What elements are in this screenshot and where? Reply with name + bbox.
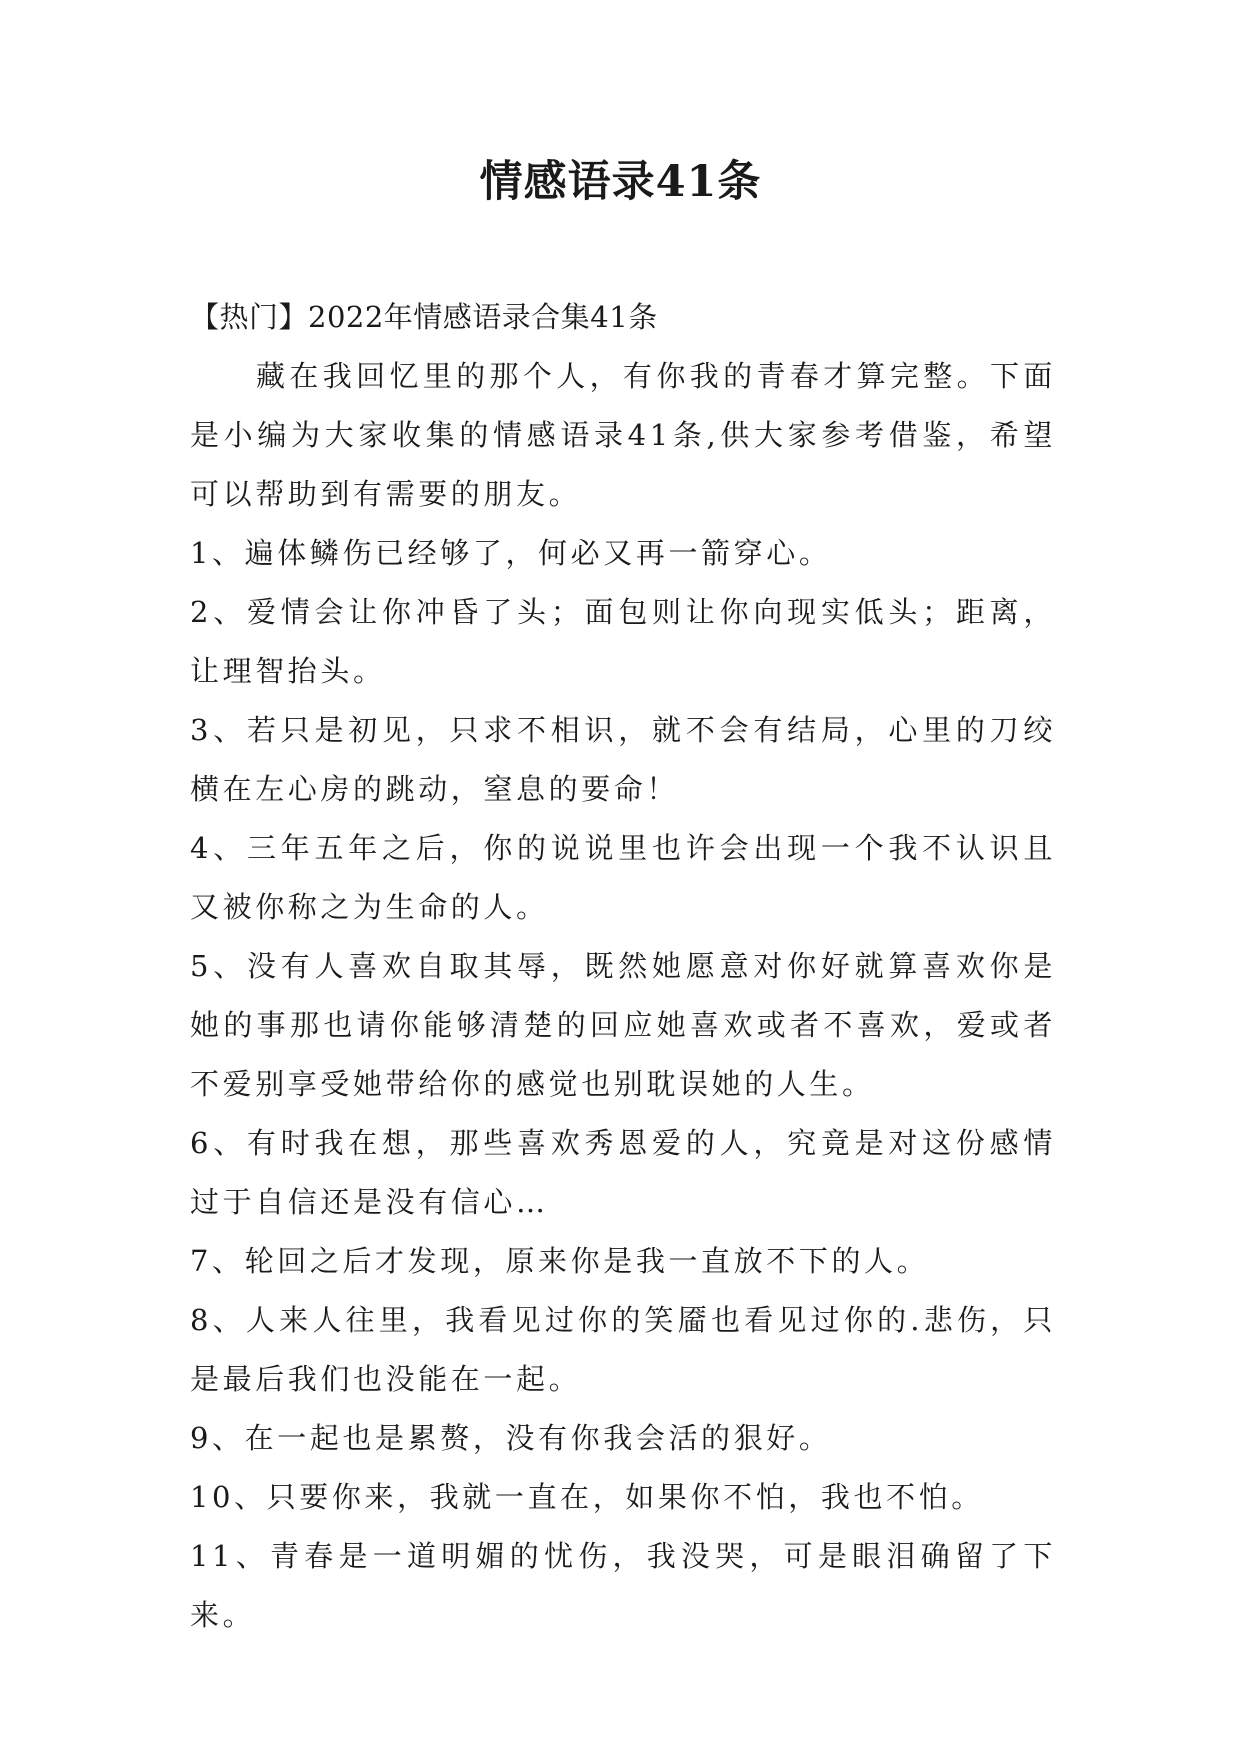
document-title: 情感语录41条 (479, 157, 762, 207)
document-subtitle: 【热门】2022年情感语录合集41条 (190, 300, 658, 334)
intro-paragraph: 藏在我回忆里的那个人，有你我的青春才算完整。下面是小编为大家收集的情感语录41条,供大家参考借鉴，希望可以帮助到有需要的朋友。 (190, 359, 1056, 511)
quote-item: 1、遍体鳞伤已经够了，何必又再一箭穿心。 (190, 536, 832, 570)
quote-item: 2、爱情会让你冲昏了头；面包则让你向现实低头；距离，让理智抬头。 (190, 595, 1056, 688)
quote-item: 7、轮回之后才发现，原来你是我一直放不下的人。 (190, 1244, 930, 1278)
quote-item: 9、在一起也是累赘，没有你我会活的狠好。 (190, 1421, 832, 1455)
quote-item: 4、三年五年之后，你的说说里也许会出现一个我不认识且又被你称之为生命的人。 (190, 831, 1056, 924)
quote-item: 10、只要你来，我就一直在，如果你不怕，我也不怕。 (190, 1480, 984, 1514)
quote-item: 11、青春是一道明媚的忧伤，我没哭，可是眼泪确留了下来。 (190, 1539, 1056, 1632)
quote-item: 8、人来人往里，我看见过你的笑靥也看见过你的.悲伤，只是最后我们也没能在一起。 (190, 1303, 1056, 1396)
quote-item: 6、有时我在想，那些喜欢秀恩爱的人，究竟是对这份感情过于自信还是没有信心… (190, 1126, 1056, 1219)
quote-item: 3、若只是初见，只求不相识，就不会有结局，心里的刀绞横在左心房的跳动，窒息的要命！ (190, 713, 1056, 806)
quote-item: 5、没有人喜欢自取其辱，既然她愿意对你好就算喜欢你是她的事那也请你能够清楚的回应她喜欢或者不喜欢，爱或者不爱别享受她带给你的感觉也别耽误她的人生。 (190, 949, 1056, 1101)
document-body (190, 288, 1056, 1645)
